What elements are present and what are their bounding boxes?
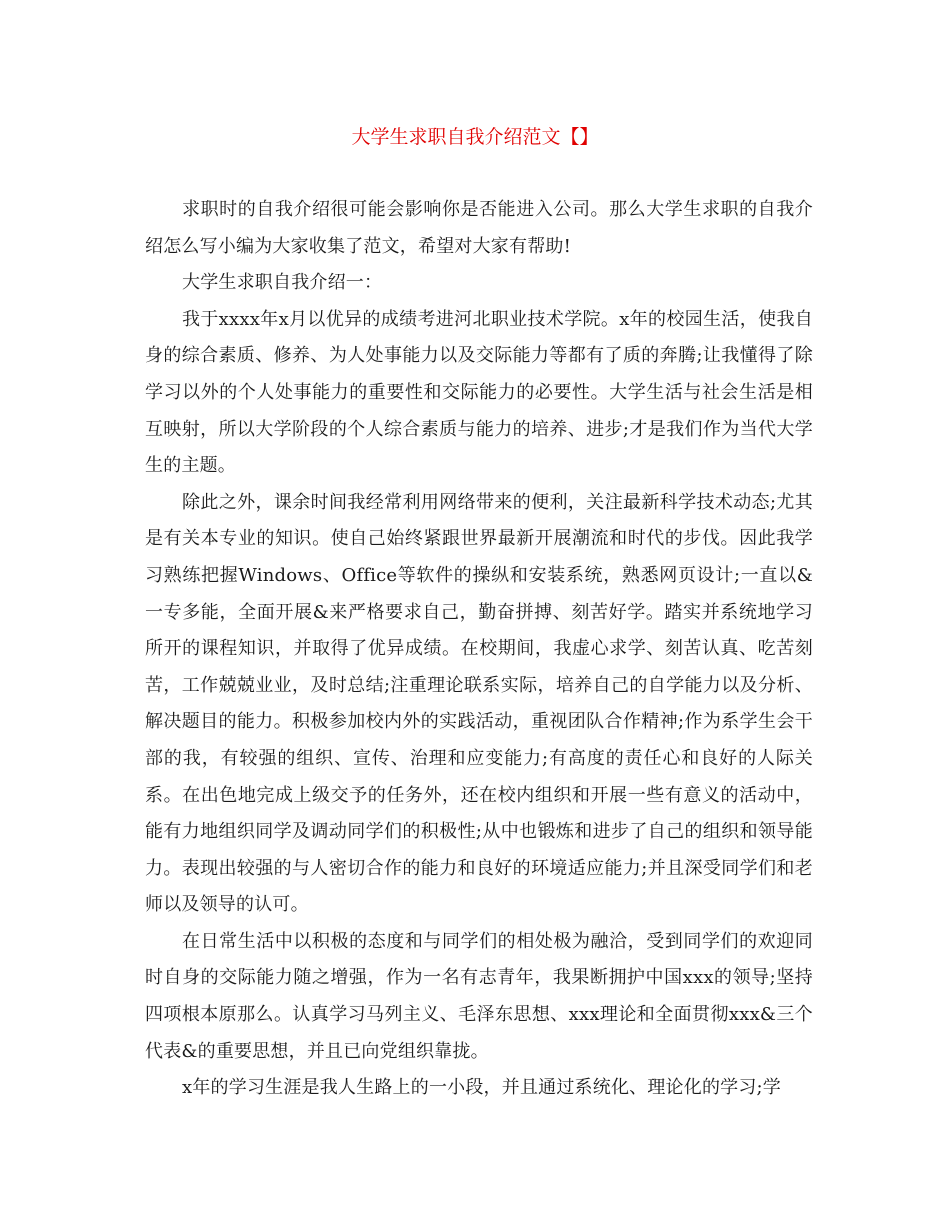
document-body <box>145 192 813 1107</box>
paragraph-summary: x年的学习生涯是我人生路上的一小段，并且通过系统化、理论化的学习;学 <box>182 1077 782 1099</box>
paragraph-intro: 求职时的自我介绍很可能会影响你是否能进入公司。那么大学生求职的自我介绍怎么写小编为大家收集了范文，希望对大家有帮助! <box>145 199 813 257</box>
paragraph-daily-life: 在日常生活中以积极的态度和与同学们的相处极为融洽，受到同学们的欢迎同时自身的交际能力随之增强，作为一名有志青年，我果断拥护中国xxx的领导;坚持四项根本原那么。认真学习马列主义、毛泽东思想、xxx理论和全面贯彻xxx&三个代表&的重要思想，并且已向党组织靠拢。 <box>145 930 813 1062</box>
paragraph-section-heading: 大学生求职自我介绍一： <box>182 272 383 294</box>
paragraph-education: 我于xxxx年x月以优异的成绩考进河北职业技术学院。x年的校园生活，使我自身的综合素质、修养、为人处事能力以及交际能力等都有了质的奔腾;让我懂得了除学习以外的个人处事能力的重要性和交际能力的必要性。大学生活与社会生活是相互映射，所以大学阶段的个人综合素质与能力的培养、进步;才是我们作为当代大学生的主题。 <box>145 308 813 477</box>
document-title: 大学生求职自我介绍范文【】 <box>351 126 599 148</box>
paragraph-skills: 除此之外，课余时间我经常利用网络带来的便利，关注最新科学技术动态;尤其是有关本专业的知识。使自己始终紧跟世界最新开展潮流和时代的步伐。因此我学习熟练把握Windows、Office等软件的操纵和安装系统，熟悉网页设计;一直以&一专多能，全面开展&来严格要求自己，勤奋拼搏、刻苦好学。踏实并系统地学习所开的课程知识，并取得了优异成绩。在校期间，我虚心求学、刻苦认真、吃苦刻苦，工作兢兢业业，及时总结;注重理论联系实际，培养自己的自学能力以及分析、解决题目的能力。积极参加校内外的实践活动，重视团队合作精神;作为系学生会干部的我，有较强的组织、宣传、治理和应变能力;有高度的责任心和良好的人际关系。在出色地完成上级交予的任务外，还在校内组织和开展一些有意义的活动中，能有力地组织同学及调动同学们的积极性;从中也锻炼和进步了自己的组织和领导能力。表现出较强的与人密切合作的能力和良好的环境适应能力;并且深受同学们和老师以及领导的认可。 <box>145 491 813 916</box>
